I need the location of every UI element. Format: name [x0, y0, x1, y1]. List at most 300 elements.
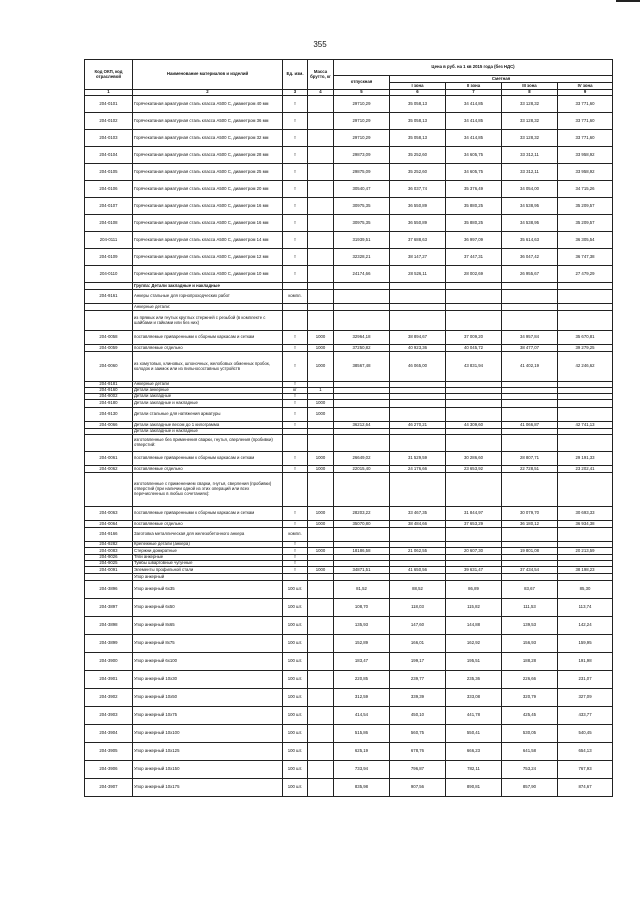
- item-code: 204-3901: [85, 671, 133, 689]
- table-row: [85, 548, 613, 555]
- item-unit: т: [283, 147, 308, 164]
- release-price: 835,98: [334, 779, 390, 797]
- item-code: 204-0060: [85, 352, 133, 382]
- column-number: 8: [502, 90, 558, 96]
- item-name: поставляемые отдельно: [133, 466, 283, 473]
- column-number: 5: [334, 90, 390, 96]
- item-name: Упор анкерный 10х125: [133, 743, 283, 761]
- item-code: [85, 283, 133, 290]
- zone-2-price: [446, 473, 502, 507]
- item-code: 204-0104: [85, 147, 133, 164]
- item-code: 204-0063: [85, 507, 133, 521]
- item-code: 204-9282: [85, 542, 133, 548]
- item-name: Упор анкерный: [133, 574, 283, 581]
- item-code: 204-9166: [85, 528, 133, 542]
- item-code: 204-0106: [85, 181, 133, 198]
- item-code: 204-0083: [85, 548, 133, 555]
- item-code: 204-0101: [85, 96, 133, 113]
- item-name: Горячекатаная арматурная сталь класса А500 С, диаметром 32 мм: [133, 130, 283, 147]
- item-name: Крепежные детали (анкера): [133, 542, 283, 548]
- item-mass: [308, 473, 334, 507]
- item-unit: т: [283, 96, 308, 113]
- item-name: Горячекатаная арматурная сталь класса А500 С, диаметром 12 мм: [133, 249, 283, 266]
- table-row: [85, 96, 613, 113]
- release-price: 733,94: [334, 761, 390, 779]
- item-name: Упор анкерный 8х65: [133, 617, 283, 635]
- release-price: 29873,09: [334, 147, 390, 164]
- zone-3-price: 111,53: [502, 599, 558, 617]
- zone-4-price: 34 715,26: [558, 181, 613, 198]
- item-name: Тяги анкерные: [133, 555, 283, 561]
- zone-2-price: 890,81: [446, 779, 502, 797]
- item-code: 204-0058: [85, 331, 133, 345]
- item-name: Детали закладные весом до 1 килограмма: [133, 422, 283, 429]
- header-release-price: отпускная: [334, 76, 390, 90]
- item-code: 204-0064: [85, 521, 133, 528]
- zone-4-price: 33 958,92: [558, 147, 613, 164]
- zone-2-price: 235,36: [446, 671, 502, 689]
- zone-1-price: 46 270,21: [390, 422, 446, 429]
- item-name: Горячекатаная арматурная сталь класса А500 С, диаметром 16 мм: [133, 215, 283, 232]
- release-price: [334, 528, 390, 542]
- release-price: 18186,58: [334, 548, 390, 555]
- item-mass: [308, 266, 334, 283]
- release-price: 31939,51: [334, 232, 390, 249]
- zone-1-price: 239,77: [390, 671, 446, 689]
- zone-3-price: [502, 574, 558, 581]
- zone-2-price: 39 631,47: [446, 567, 502, 574]
- table-row: [85, 653, 613, 671]
- item-mass: 1000: [308, 521, 334, 528]
- item-mass: [308, 761, 334, 779]
- item-code: 204-0110: [85, 266, 133, 283]
- zone-4-price: 33 771,60: [558, 130, 613, 147]
- item-unit: 100 шт.: [283, 761, 308, 779]
- item-code: 204-0059: [85, 345, 133, 352]
- item-code: 204-3905: [85, 743, 133, 761]
- zone-1-price: 35 252,60: [390, 164, 446, 181]
- release-price: 312,59: [334, 689, 390, 707]
- table-row: [85, 507, 613, 521]
- zone-1-price: 24 176,66: [390, 466, 446, 473]
- page-corner-mark: [616, 0, 640, 2]
- zone-1-price: [390, 400, 446, 408]
- table-row: [85, 617, 613, 635]
- zone-1-price: [390, 283, 446, 290]
- item-name: Упор анкерный 6х100: [133, 653, 283, 671]
- zone-1-price: 35 058,13: [390, 96, 446, 113]
- item-unit: 100 шт.: [283, 653, 308, 671]
- release-price: 26649,02: [334, 452, 390, 466]
- item-code: 204-0102: [85, 113, 133, 130]
- table-row: [85, 352, 613, 382]
- release-price: 220,85: [334, 671, 390, 689]
- item-code: 204-0062: [85, 466, 133, 473]
- table-row: [85, 164, 613, 181]
- zone-2-price: 43 831,94: [446, 352, 502, 382]
- price-table: [84, 59, 613, 797]
- item-unit: т: [283, 452, 308, 466]
- item-unit: т: [283, 130, 308, 147]
- item-code: 204-0066: [85, 422, 133, 429]
- zone-4-price: 540,45: [558, 725, 613, 743]
- header-mass: Масса брутто, кг: [308, 60, 334, 90]
- column-number: 6: [390, 90, 446, 96]
- release-price: 29710,29: [334, 130, 390, 147]
- header-code: Код ОКП, код отраслевой: [85, 60, 133, 90]
- zone-2-price: 115,82: [446, 599, 502, 617]
- item-code: 204-9180: [85, 400, 133, 408]
- item-name: Упор анкерный 10х50: [133, 689, 283, 707]
- item-name: Упор анкерный 10х100: [133, 725, 283, 743]
- zone-1-price: 21 062,55: [390, 548, 446, 555]
- zone-4-price: 654,13: [558, 743, 613, 761]
- item-unit: т: [283, 521, 308, 528]
- zone-4-price: 33 771,60: [558, 113, 613, 130]
- zone-4-price: 33 958,92: [558, 164, 613, 181]
- zone-1-price: [390, 304, 446, 311]
- item-mass: [308, 147, 334, 164]
- item-mass: [308, 290, 334, 304]
- release-price: 29875,09: [334, 164, 390, 181]
- zone-3-price: 33 128,32: [502, 130, 558, 147]
- item-unit: [283, 574, 308, 581]
- item-unit: т: [283, 507, 308, 521]
- item-code: 204-3904: [85, 725, 133, 743]
- item-mass: [308, 130, 334, 147]
- zone-3-price: 33 128,32: [502, 113, 558, 130]
- item-mass: [308, 653, 334, 671]
- release-price: 22015,40: [334, 466, 390, 473]
- item-unit: т: [283, 394, 308, 400]
- zone-3-price: [502, 435, 558, 452]
- zone-2-price: 333,08: [446, 689, 502, 707]
- item-name: поставляемые отдельно: [133, 521, 283, 528]
- table-row: [85, 689, 613, 707]
- zone-1-price: 339,39: [390, 689, 446, 707]
- item-code: 204-3906: [85, 761, 133, 779]
- table-row: [85, 528, 613, 542]
- zone-4-price: 191,98: [558, 653, 613, 671]
- item-mass: [308, 617, 334, 635]
- release-price: 108,70: [334, 599, 390, 617]
- table-row: [85, 574, 613, 581]
- release-price: 32328,21: [334, 249, 390, 266]
- item-unit: т: [283, 422, 308, 429]
- release-price: [334, 311, 390, 331]
- zone-1-price: 41 650,56: [390, 567, 446, 574]
- release-price: 183,47: [334, 653, 390, 671]
- zone-3-price: 83,67: [502, 581, 558, 599]
- zone-1-price: 118,03: [390, 599, 446, 617]
- item-code: 204-3903: [85, 707, 133, 725]
- item-code: 204-0061: [85, 452, 133, 466]
- release-price: [334, 304, 390, 311]
- item-code: [85, 435, 133, 452]
- table-row: [85, 707, 613, 725]
- zone-3-price: 753,24: [502, 761, 558, 779]
- item-name: поставляемые отдельно: [133, 345, 283, 352]
- item-name: изготовленные без применения сварки, гнутья, сверления (пробивки) отверстий:: [133, 435, 283, 452]
- item-name: Упор анкерный 10х175: [133, 779, 283, 797]
- zone-4-price: 231,07: [558, 671, 613, 689]
- item-mass: [308, 725, 334, 743]
- zone-3-price: 19 801,08: [502, 548, 558, 555]
- zone-3-price: 33 128,32: [502, 96, 558, 113]
- zone-2-price: 782,11: [446, 761, 502, 779]
- item-name: Упор анкерный 6х35: [133, 581, 283, 599]
- zone-4-price: [558, 304, 613, 311]
- zone-1-price: 37 688,63: [390, 232, 446, 249]
- zone-2-price: [446, 528, 502, 542]
- zone-2-price: 35 376,49: [446, 181, 502, 198]
- zone-4-price: 39 279,25: [558, 345, 613, 352]
- release-price: 36212,64: [334, 422, 390, 429]
- zone-3-price: 35 614,63: [502, 232, 558, 249]
- item-code: [85, 304, 133, 311]
- item-unit: т: [283, 215, 308, 232]
- item-mass: [308, 435, 334, 452]
- table-row: [85, 311, 613, 331]
- zone-3-price: 34 054,00: [502, 181, 558, 198]
- item-mass: [308, 635, 334, 653]
- zone-4-price: 767,93: [558, 761, 613, 779]
- item-mass: [308, 249, 334, 266]
- item-name: Детали закладные и накладные: [133, 400, 283, 408]
- item-code: 204-0107: [85, 198, 133, 215]
- zone-3-price: [502, 283, 558, 290]
- release-price: 38567,48: [334, 352, 390, 382]
- item-code: 204-3898: [85, 617, 133, 635]
- zone-3-price: [502, 528, 558, 542]
- release-price: [334, 400, 390, 408]
- item-code: 204-9161: [85, 290, 133, 304]
- item-code: 204-0108: [85, 215, 133, 232]
- item-mass: [308, 215, 334, 232]
- zone-1-price: 38 484,66: [390, 521, 446, 528]
- item-unit: [283, 473, 308, 507]
- item-mass: [308, 689, 334, 707]
- item-mass: 1000: [308, 548, 334, 555]
- zone-1-price: 35 058,13: [390, 130, 446, 147]
- item-unit: т: [283, 331, 308, 345]
- item-code: 204-0109: [85, 249, 133, 266]
- item-unit: т: [283, 181, 308, 198]
- item-name: поставляемые приваренными к сборным каркасам и сеткам: [133, 507, 283, 521]
- item-name: Группа: Детали закладные и накладные: [133, 283, 283, 290]
- item-code: 204-0111: [85, 232, 133, 249]
- item-mass: 1000: [308, 331, 334, 345]
- item-name: Горячекатаная арматурная сталь класса А500 С, диаметром 10 мм: [133, 266, 283, 283]
- zone-4-price: 20 213,59: [558, 548, 613, 555]
- table-row: [85, 266, 613, 283]
- zone-2-price: [446, 435, 502, 452]
- item-unit: [283, 311, 308, 331]
- zone-4-price: [558, 283, 613, 290]
- release-price: [334, 290, 390, 304]
- item-name: Анкерные детали:: [133, 304, 283, 311]
- item-name: Стержни домкратные: [133, 548, 283, 555]
- item-mass: 1: [308, 388, 334, 394]
- item-code: 204-9160: [85, 388, 133, 394]
- item-name: Горячекатаная арматурная сталь класса А500 С, диаметром 40 мм: [133, 96, 283, 113]
- item-mass: [308, 181, 334, 198]
- column-number: 7: [446, 90, 502, 96]
- zone-3-price: 36 047,42: [502, 249, 558, 266]
- item-unit: т: [283, 113, 308, 130]
- zone-2-price: 30 286,60: [446, 452, 502, 466]
- release-price: 24174,66: [334, 266, 390, 283]
- zone-3-price: 36 180,12: [502, 521, 558, 528]
- item-unit: 100 шт.: [283, 707, 308, 725]
- zone-1-price: 31 529,59: [390, 452, 446, 466]
- zone-2-price: 195,51: [446, 653, 502, 671]
- zone-2-price: 20 607,30: [446, 548, 502, 555]
- zone-4-price: 23 202,41: [558, 466, 613, 473]
- item-name: изготовленные с применением сварки, гнутья, сверления (пробивки) отверстий (при наличии одной из этих операций или всех перечисленных в любых сочетаниях):: [133, 473, 283, 507]
- item-unit: т: [283, 542, 308, 548]
- item-mass: [308, 311, 334, 331]
- item-unit: [283, 435, 308, 452]
- zone-1-price: 796,87: [390, 761, 446, 779]
- table-row: [85, 671, 613, 689]
- zone-3-price: 857,90: [502, 779, 558, 797]
- zone-1-price: [390, 574, 446, 581]
- table-row: [85, 761, 613, 779]
- zone-2-price: 37 447,31: [446, 249, 502, 266]
- zone-2-price: 28 002,69: [446, 266, 502, 283]
- zone-1-price: 33 467,35: [390, 507, 446, 521]
- header-name: Наименование материалов и изделий: [133, 60, 283, 90]
- item-unit: кг: [283, 388, 308, 394]
- zone-2-price: 35 880,25: [446, 215, 502, 232]
- table-row: [85, 435, 613, 452]
- table-row: [85, 283, 613, 290]
- item-name: Горячекатаная арматурная сталь класса А500 С, диаметром 25 мм: [133, 164, 283, 181]
- release-price: 34871,51: [334, 567, 390, 574]
- item-mass: [308, 599, 334, 617]
- release-price: 30975,35: [334, 198, 390, 215]
- item-code: 204-3902: [85, 689, 133, 707]
- zone-2-price: 666,23: [446, 743, 502, 761]
- zone-4-price: 327,09: [558, 689, 613, 707]
- item-unit: т: [283, 198, 308, 215]
- item-mass: 1000: [308, 408, 334, 422]
- release-price: 28203,22: [334, 507, 390, 521]
- zone-3-price: 41 066,87: [502, 422, 558, 429]
- item-name: Горячекатаная арматурная сталь класса А500 С, диаметром 28 мм: [133, 147, 283, 164]
- item-mass: [308, 113, 334, 130]
- release-price: 29710,29: [334, 113, 390, 130]
- zone-3-price: 530,05: [502, 725, 558, 743]
- table-row: [85, 422, 613, 429]
- zone-3-price: 188,28: [502, 653, 558, 671]
- table-row: [85, 304, 613, 311]
- table-row: [85, 198, 613, 215]
- zone-4-price: 36 747,38: [558, 249, 613, 266]
- item-mass: [308, 574, 334, 581]
- zone-3-price: 26 955,67: [502, 266, 558, 283]
- zone-2-price: 36 997,09: [446, 232, 502, 249]
- zone-3-price: 30 079,70: [502, 507, 558, 521]
- zone-3-price: [502, 473, 558, 507]
- zone-3-price: [502, 311, 558, 331]
- item-unit: компл.: [283, 528, 308, 542]
- zone-1-price: 678,76: [390, 743, 446, 761]
- item-unit: 100 шт.: [283, 671, 308, 689]
- zone-3-price: 38 477,07: [502, 345, 558, 352]
- item-name: Упор анкерный 10х150: [133, 761, 283, 779]
- table-row: [85, 215, 613, 232]
- zone-1-price: 38 894,67: [390, 331, 446, 345]
- zone-1-price: 46 065,00: [390, 352, 446, 382]
- item-name: из хомутовых, клиновых, шпоночных, желобовых обменных пробок, колодок и заимок или из пильносоставных устройств: [133, 352, 283, 382]
- item-unit: 100 шт.: [283, 743, 308, 761]
- zone-4-price: 433,77: [558, 707, 613, 725]
- table-row: [85, 581, 613, 599]
- item-mass: [308, 528, 334, 542]
- item-unit: 100 шт.: [283, 599, 308, 617]
- item-mass: 1000: [308, 452, 334, 466]
- item-code: 204-3897: [85, 599, 133, 617]
- zone-2-price: 35 880,25: [446, 198, 502, 215]
- item-unit: т: [283, 561, 308, 567]
- release-price: 625,19: [334, 743, 390, 761]
- table-row: [85, 147, 613, 164]
- zone-4-price: [558, 528, 613, 542]
- item-name: Горячекатаная арматурная сталь класса А500 С, диаметром 36 мм: [133, 113, 283, 130]
- zone-4-price: 29 191,33: [558, 452, 613, 466]
- item-mass: 1000: [308, 352, 334, 382]
- zone-3-price: [502, 408, 558, 422]
- zone-3-price: 33 312,11: [502, 164, 558, 181]
- item-code: 204-9130: [85, 408, 133, 422]
- zone-4-price: 113,74: [558, 599, 613, 617]
- table-row: [85, 567, 613, 574]
- zone-2-price: 37 653,29: [446, 521, 502, 528]
- zone-1-price: 166,01: [390, 635, 446, 653]
- zone-4-price: [558, 574, 613, 581]
- zone-2-price: 550,41: [446, 725, 502, 743]
- item-unit: т: [283, 266, 308, 283]
- item-code: 204-3900: [85, 653, 133, 671]
- zone-1-price: [390, 290, 446, 304]
- zone-1-price: 40 923,36: [390, 345, 446, 352]
- item-unit: [283, 304, 308, 311]
- release-price: 152,89: [334, 635, 390, 653]
- zone-1-price: 35 058,13: [390, 113, 446, 130]
- item-mass: [308, 304, 334, 311]
- item-code: [85, 473, 133, 507]
- release-price: [334, 574, 390, 581]
- table-row: [85, 779, 613, 797]
- zone-4-price: 36 305,54: [558, 232, 613, 249]
- zone-2-price: [446, 304, 502, 311]
- zone-3-price: [502, 400, 558, 408]
- zone-3-price: 33 312,11: [502, 147, 558, 164]
- item-code: 204-9025: [85, 561, 133, 567]
- table-row: [85, 408, 613, 422]
- zone-1-price: [390, 311, 446, 331]
- item-mass: 1000: [308, 507, 334, 521]
- table-row: [85, 521, 613, 528]
- item-name: Детали анкерные: [133, 388, 283, 394]
- item-unit: 100 шт.: [283, 635, 308, 653]
- item-name: Детали закладные и накладные: [133, 429, 283, 435]
- item-unit: т: [283, 345, 308, 352]
- item-unit: 100 шт.: [283, 617, 308, 635]
- item-mass: [308, 671, 334, 689]
